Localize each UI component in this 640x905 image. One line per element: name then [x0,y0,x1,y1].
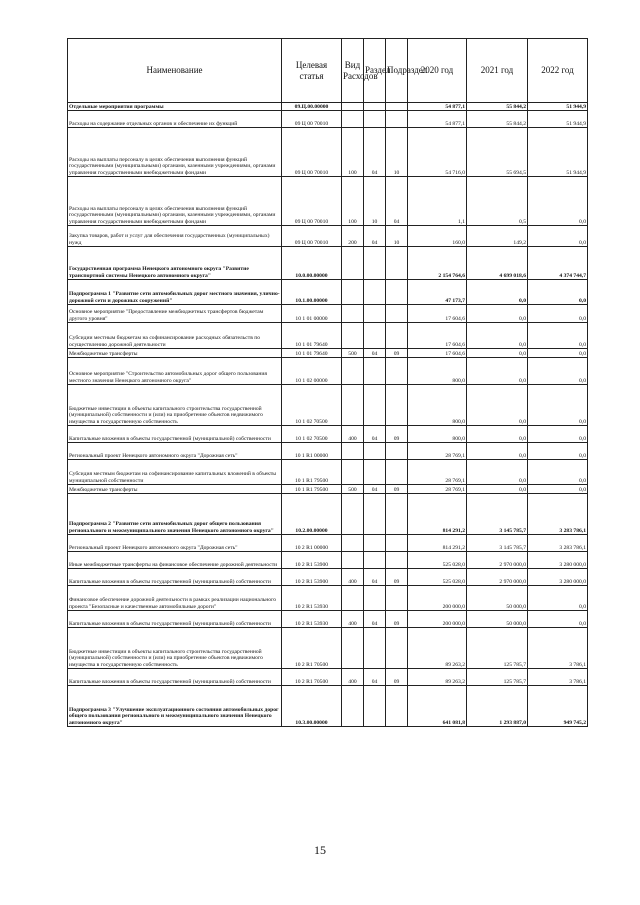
row-podrazdel [386,494,408,535]
row-podrazdel [386,686,408,727]
row-vid [342,103,364,111]
row-name: Подпрограмма 2 "Развитие сети автомобильных дорог общего пользования регионального и межмуниципального значения Ненецкого автономного округа" [68,494,282,535]
header-2020: 2020 год [408,39,467,103]
row-value-2022: 51 944,9 [528,111,588,128]
row-value-2020: 2 154 764,6 [408,247,467,280]
row-podrazdel: 09 [386,349,408,358]
row-value-2021: 0,0 [467,305,528,323]
page-number: 15 [314,843,326,857]
row-target-code: 10 2 R1 70500 [282,669,342,686]
row-value-2020: 525 028,0 [408,552,467,569]
row-value-2022: 0,0 [528,426,588,443]
row-razdel [364,305,386,323]
row-razdel [364,111,386,128]
row-value-2021: 0,0 [467,358,528,385]
row-vid [342,358,364,385]
row-target-code: 10 1 01 79640 [282,323,342,349]
header-vid: Вид Расходов [342,39,364,103]
row-target-code: 10 1 R1 79500 [282,460,342,485]
row-name: Региональный проект Ненецкого автономного округа "Дорожная сеть" [68,535,282,552]
row-razdel: 04 [364,128,386,177]
row-razdel [364,628,386,669]
row-value-2022: 0,0 [528,586,588,611]
table-row [68,226,588,247]
row-razdel [364,103,386,111]
row-razdel [364,586,386,611]
row-podrazdel [386,305,408,323]
row-target-code: 10 1 R1 00000 [282,443,342,460]
row-value-2020: 89 263,2 [408,628,467,669]
row-target-code: 10.1.00.00000 [282,280,342,305]
row-name: Капитальные вложения в объекты государственной (муниципальной) собственности [68,669,282,686]
row-razdel [364,552,386,569]
row-target-code: 10.3.00.00000 [282,686,342,727]
row-value-2022: 3 786,1 [528,628,588,669]
row-value-2020: 47 173,7 [408,280,467,305]
row-razdel: 10 [364,177,386,226]
table-row [68,686,588,727]
row-value-2021: 0,0 [467,280,528,305]
row-razdel [364,494,386,535]
row-value-2020: 1,1 [408,177,467,226]
row-name: Субсидии местным бюджетам на софинансирование расходных обязательств по осуществлению дорожной деятельности [68,323,282,349]
row-value-2020: 800,0 [408,426,467,443]
header-razdel: Раздел [364,39,386,103]
table-row [68,569,588,586]
row-name: Финансовое обеспечение дорожной деятельности в рамках реализации национального проекта "Безопасные и качественные автомобильные дороги" [68,586,282,611]
row-target-code: 10 2 R1 00000 [282,535,342,552]
row-value-2022: 0,0 [528,323,588,349]
row-vid [342,535,364,552]
row-value-2021: 0,0 [467,349,528,358]
row-podrazdel [386,628,408,669]
row-value-2021: 0,5 [467,177,528,226]
row-podrazdel [386,111,408,128]
table-row [68,460,588,485]
row-vid: 400 [342,569,364,586]
table-row [68,552,588,569]
row-value-2021: 0,0 [467,323,528,349]
row-name: Расходы на выплаты персоналу в целях обеспечения выполнения функций государственными (муниципальными) органами, казенными учреждениями, органами управления государственными внебюджетными фондами [68,177,282,226]
row-value-2020: 54 877,1 [408,103,467,111]
table-row [68,385,588,426]
table-row [68,305,588,323]
row-value-2020: 200 000,0 [408,586,467,611]
row-value-2020: 28 769,1 [408,460,467,485]
row-value-2022: 3 283 786,1 [528,535,588,552]
row-target-code: 10 2 R1 53900 [282,552,342,569]
row-name: Основное мероприятие "Строительство автомобильных дорог общего пользования местного значения Ненецкого автономного округа" [68,358,282,385]
row-target-code: 10 1 02 70500 [282,426,342,443]
row-razdel [364,686,386,727]
row-value-2020: 814 291,2 [408,494,467,535]
row-target-code: 10 1 02 70500 [282,385,342,426]
row-target-code: 10 1 R1 79500 [282,485,342,494]
header-2022: 2022 год [528,39,588,103]
row-razdel [364,280,386,305]
row-razdel [364,460,386,485]
header-2021: 2021 год [467,39,528,103]
row-value-2021: 125 785,7 [467,628,528,669]
table-row [68,494,588,535]
row-name: Основное мероприятие "Предоставление межбюджетных трансфертов бюджетам другого уровня" [68,305,282,323]
row-name: Расходы на выплаты персоналу в целях обеспечения выполнения функций государственными (муниципальными) органами, казенными учреждениями, органами управления государственными внебюджетными фондами [68,128,282,177]
table-body [68,103,588,727]
row-value-2020: 641 081,8 [408,686,467,727]
row-target-code: 10 2 R1 53930 [282,586,342,611]
row-razdel [364,247,386,280]
row-value-2020: 54 716,0 [408,128,467,177]
row-vid: 400 [342,669,364,686]
row-vid: 200 [342,226,364,247]
row-target-code: 10 2 R1 53930 [282,611,342,628]
row-podrazdel [386,460,408,485]
row-podrazdel: 09 [386,611,408,628]
row-vid [342,385,364,426]
row-vid: 500 [342,349,364,358]
row-vid [342,494,364,535]
row-value-2022: 0,0 [528,385,588,426]
row-razdel: 04 [364,349,386,358]
row-value-2020: 28 769,1 [408,485,467,494]
row-value-2021: 1 293 887,0 [467,686,528,727]
row-razdel: 04 [364,569,386,586]
row-target-code: 09.Ц.00.00000 [282,103,342,111]
row-vid [342,443,364,460]
row-value-2020: 160,0 [408,226,467,247]
budget-table [67,38,588,727]
row-podrazdel [386,552,408,569]
row-value-2022: 0,0 [528,226,588,247]
row-value-2022: 0,0 [528,280,588,305]
row-razdel [364,385,386,426]
row-value-2021: 2 970 000,0 [467,569,528,586]
row-name: Бюджетные инвестиции в объекты капитального строительства государственной (муниципальной) собственности и (или) на приобретение объектов недвижимого имущества в государственную собственность [68,385,282,426]
table-row [68,128,588,177]
row-target-code: 10 1 02 00000 [282,358,342,385]
row-podrazdel [386,443,408,460]
table-row [68,443,588,460]
row-podrazdel [386,535,408,552]
row-value-2021: 4 699 018,6 [467,247,528,280]
row-razdel [364,323,386,349]
row-name: Подпрограмма 1 "Развитие сети автомобильных дорог местного значения, улично-дорожной сети и дорожных сооружений" [68,280,282,305]
row-vid [342,280,364,305]
row-value-2022: 4 374 744,7 [528,247,588,280]
row-podrazdel: 09 [386,569,408,586]
row-value-2022: 0,0 [528,358,588,385]
row-target-code: 10 2 R1 70500 [282,628,342,669]
row-value-2020: 17 604,6 [408,349,467,358]
row-value-2021: 55 844,2 [467,103,528,111]
row-value-2021: 3 145 785,7 [467,494,528,535]
row-value-2021: 3 145 785,7 [467,535,528,552]
table-row [68,177,588,226]
row-podrazdel [386,358,408,385]
row-podrazdel [386,103,408,111]
row-value-2021: 125 785,7 [467,669,528,686]
row-value-2022: 51 944,9 [528,128,588,177]
row-value-2022: 51 944,9 [528,103,588,111]
table-row [68,349,588,358]
table-row [68,611,588,628]
row-value-2022: 0,0 [528,460,588,485]
row-value-2020: 800,0 [408,385,467,426]
table-row [68,628,588,669]
table-row [68,586,588,611]
row-podrazdel: 09 [386,669,408,686]
row-value-2020: 17 604,6 [408,305,467,323]
row-target-code: 10 1 01 00000 [282,305,342,323]
row-name: Межбюджетные трансферты [68,349,282,358]
row-value-2022: 3 280 000,0 [528,552,588,569]
table-row [68,323,588,349]
row-podrazdel: 10 [386,128,408,177]
row-value-2021: 50 000,0 [467,611,528,628]
table-row [68,247,588,280]
row-value-2022: 3 283 786,1 [528,494,588,535]
table-row [68,103,588,111]
row-value-2022: 0,0 [528,443,588,460]
row-value-2022: 0,0 [528,611,588,628]
row-razdel [364,443,386,460]
row-value-2022: 0,0 [528,305,588,323]
row-vid [342,628,364,669]
row-name: Государственная программа Ненецкого автономного округа "Развитие транспортной системы Ненецкого автономного округа" [68,247,282,280]
row-podrazdel: 04 [386,177,408,226]
row-razdel [364,535,386,552]
row-value-2022: 0,0 [528,485,588,494]
row-value-2020: 17 604,6 [408,323,467,349]
row-target-code: 09 Ц 00 70010 [282,128,342,177]
row-podrazdel: 09 [386,426,408,443]
row-name: Отдельные мероприятия программы [68,103,282,111]
header-name: Наименование [68,39,282,103]
row-name: Субсидия местным бюджетам на софинансирование капитальных вложений в объекты муниципальной собственности [68,460,282,485]
row-name: Расходы на содержание отдельных органов и обеспечение их функций [68,111,282,128]
row-value-2021: 55 844,2 [467,111,528,128]
row-razdel: 04 [364,226,386,247]
row-vid [342,686,364,727]
row-razdel: 04 [364,485,386,494]
row-value-2022: 3 280 000,0 [528,569,588,586]
row-target-code: 09 Ц 00 70010 [282,177,342,226]
row-razdel: 04 [364,426,386,443]
row-value-2022: 0,0 [528,177,588,226]
row-podrazdel [386,247,408,280]
row-podrazdel [386,586,408,611]
row-vid [342,460,364,485]
row-value-2021: 149,2 [467,226,528,247]
row-target-code: 10.0.00.00000 [282,247,342,280]
row-vid [342,247,364,280]
row-value-2021: 0,0 [467,385,528,426]
row-vid: 500 [342,485,364,494]
row-value-2022: 0,0 [528,349,588,358]
row-razdel: 04 [364,669,386,686]
row-name: Межбюджетные трансферты [68,485,282,494]
row-value-2021: 50 000,0 [467,586,528,611]
row-value-2021: 55 694,5 [467,128,528,177]
row-target-code: 09 Ц 00 70010 [282,226,342,247]
header-target: Целевая статья [282,39,342,103]
row-podrazdel [386,280,408,305]
row-value-2020: 525 028,0 [408,569,467,586]
row-vid: 100 [342,128,364,177]
row-value-2020: 54 877,1 [408,111,467,128]
row-name: Капитальные вложения в объекты государственной (муниципальной) собственности [68,426,282,443]
row-vid [342,552,364,569]
row-value-2020: 89 263,2 [408,669,467,686]
row-name: Региональный проект Ненецкого автономного округа "Дорожная сеть" [68,443,282,460]
row-vid [342,111,364,128]
row-value-2021: 0,0 [467,443,528,460]
header-podrazdel: Подраздел [386,39,408,103]
row-value-2020: 800,0 [408,358,467,385]
row-target-code: 10.2.00.00000 [282,494,342,535]
row-vid [342,586,364,611]
table-row [68,669,588,686]
row-value-2021: 0,0 [467,426,528,443]
row-name: Капитальные вложения в объекты государственной (муниципальной) собственности [68,569,282,586]
row-razdel [364,358,386,385]
row-razdel: 04 [364,611,386,628]
row-value-2021: 2 970 000,0 [467,552,528,569]
table-row [68,111,588,128]
row-target-code: 10 2 R1 53900 [282,569,342,586]
row-target-code: 10 1 01 79640 [282,349,342,358]
row-value-2020: 814 291,2 [408,535,467,552]
row-vid: 100 [342,177,364,226]
row-value-2022: 3 786,1 [528,669,588,686]
table-row [68,535,588,552]
row-value-2021: 0,0 [467,460,528,485]
row-target-code: 09 Ц 00 70010 [282,111,342,128]
row-value-2022: 949 745,2 [528,686,588,727]
row-value-2020: 28 769,1 [408,443,467,460]
row-podrazdel: 09 [386,485,408,494]
row-podrazdel: 10 [386,226,408,247]
table-row [68,358,588,385]
row-vid: 400 [342,426,364,443]
row-name: Закупка товаров, работ и услуг для обеспечения государственных (муниципальных) нужд [68,226,282,247]
row-value-2021: 0,0 [467,485,528,494]
table-header-row [68,39,588,103]
table-row [68,280,588,305]
row-vid [342,323,364,349]
row-name: Бюджетные инвестиции в объекты капитального строительства государственной (муниципальной) собственности и (или) на приобретение объектов недвижимого имущества в государственную собственность [68,628,282,669]
row-name: Иные межбюджетные трансферты на финансовое обеспечение дорожной деятельности [68,552,282,569]
row-podrazdel [386,323,408,349]
row-name: Капитальные вложения в объекты государственной (муниципальной) собственности [68,611,282,628]
row-value-2020: 200 000,0 [408,611,467,628]
row-vid: 400 [342,611,364,628]
row-vid [342,305,364,323]
row-podrazdel [386,385,408,426]
row-name: Подпрограмма 3 "Улучшение эксплуатационного состояния автомобильных дорог общего пользования регионального и межмуниципального значения Ненецкого автономного округа" [68,686,282,727]
table-row [68,485,588,494]
table-row [68,426,588,443]
